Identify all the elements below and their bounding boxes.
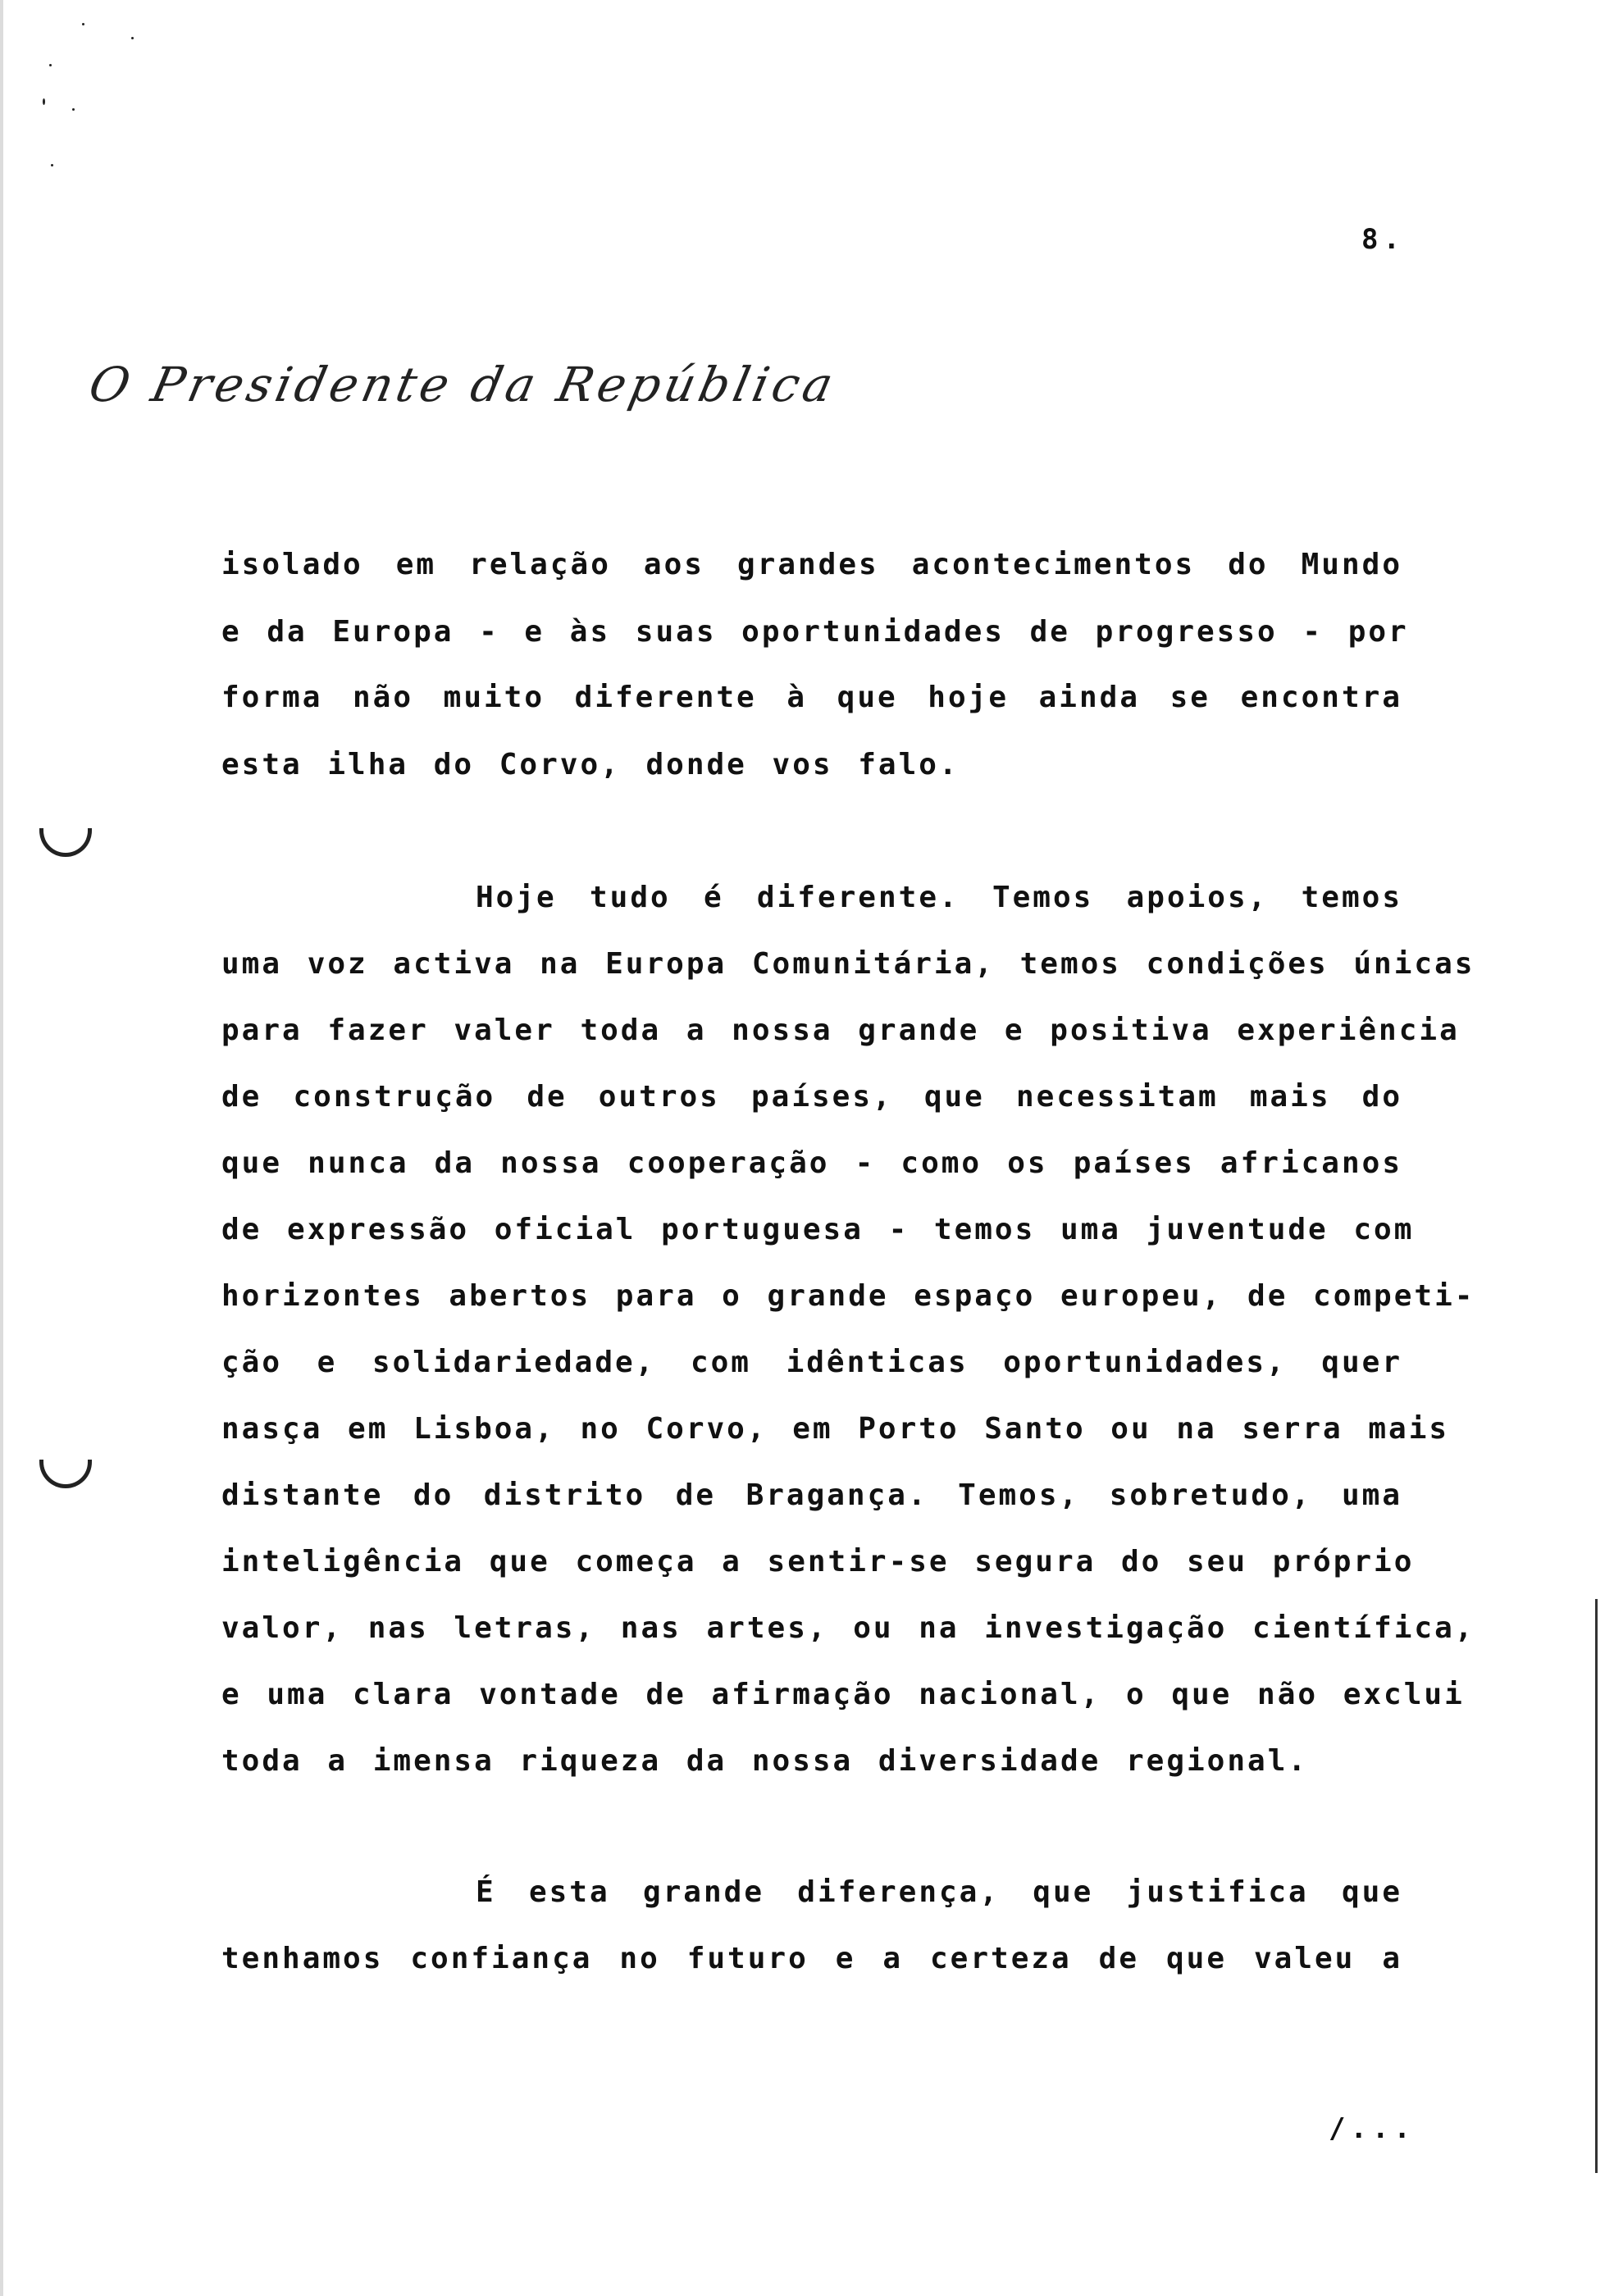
scan-speck: [82, 23, 84, 25]
margin-mark: [39, 1460, 92, 1488]
text-line: toda a imensa riqueza da nossa diversidade regional.: [221, 1744, 1309, 1778]
text-line: distante do distrito de Bragança. Temos, sobretudo, uma: [221, 1478, 1402, 1512]
text-line: uma voz activa na Europa Comunitária, temos condições únicas: [221, 947, 1475, 981]
scan-speck: [49, 64, 52, 66]
scan-speck: [72, 108, 75, 111]
text-line: valor, nas letras, nas artes, ou na investigação científica,: [221, 1611, 1475, 1645]
margin-mark: [39, 828, 92, 857]
scan-speck: [131, 37, 134, 39]
text-line: para fazer valer toda a nossa grande e positiva experiência: [221, 1014, 1460, 1047]
text-line: e da Europa - e às suas oportunidades de progresso - por: [221, 615, 1409, 649]
text-line: forma não muito diferente à que hoje ainda se encontra: [221, 681, 1402, 714]
text-line: É esta grande diferença, que justifica que: [476, 1875, 1402, 1909]
text-line: ção e solidariedade, com idênticas oportunidades, quer: [221, 1346, 1402, 1379]
continuation-mark: /...: [1329, 2112, 1416, 2145]
text-line: que nunca da nossa cooperação - como os países africanos: [221, 1146, 1402, 1180]
text-line: nasça em Lisboa, no Corvo, em Porto Santo ou na serra mais: [221, 1412, 1450, 1446]
text-line: isolado em relação aos grandes acontecimentos do Mundo: [221, 548, 1402, 581]
text-line: e uma clara vontade de afirmação nacional, o que não exclui: [221, 1678, 1465, 1711]
text-line: Hoje tudo é diferente. Temos apoios, temos: [476, 881, 1402, 914]
text-line: esta ilha do Corvo, donde vos falo.: [221, 748, 960, 781]
scan-speck: [43, 98, 45, 105]
text-line: horizontes abertos para o grande espaço europeu, de competi-: [221, 1279, 1475, 1313]
text-line: de expressão oficial portuguesa - temos uma juventude com: [221, 1213, 1415, 1246]
scan-left-edge: [0, 0, 3, 2296]
letterhead-signature: O Presidente da República: [84, 357, 842, 412]
page-number: 8.: [1361, 223, 1405, 256]
text-line: inteligência que começa a sentir-se segura do seu próprio: [221, 1545, 1415, 1578]
text-line: tenhamos confiança no futuro e a certeza de que valeu a: [221, 1942, 1402, 1975]
scan-speck: [51, 164, 53, 166]
scan-right-edge: [1595, 1599, 1598, 2173]
text-line: de construção de outros países, que necessitam mais do: [221, 1080, 1402, 1114]
